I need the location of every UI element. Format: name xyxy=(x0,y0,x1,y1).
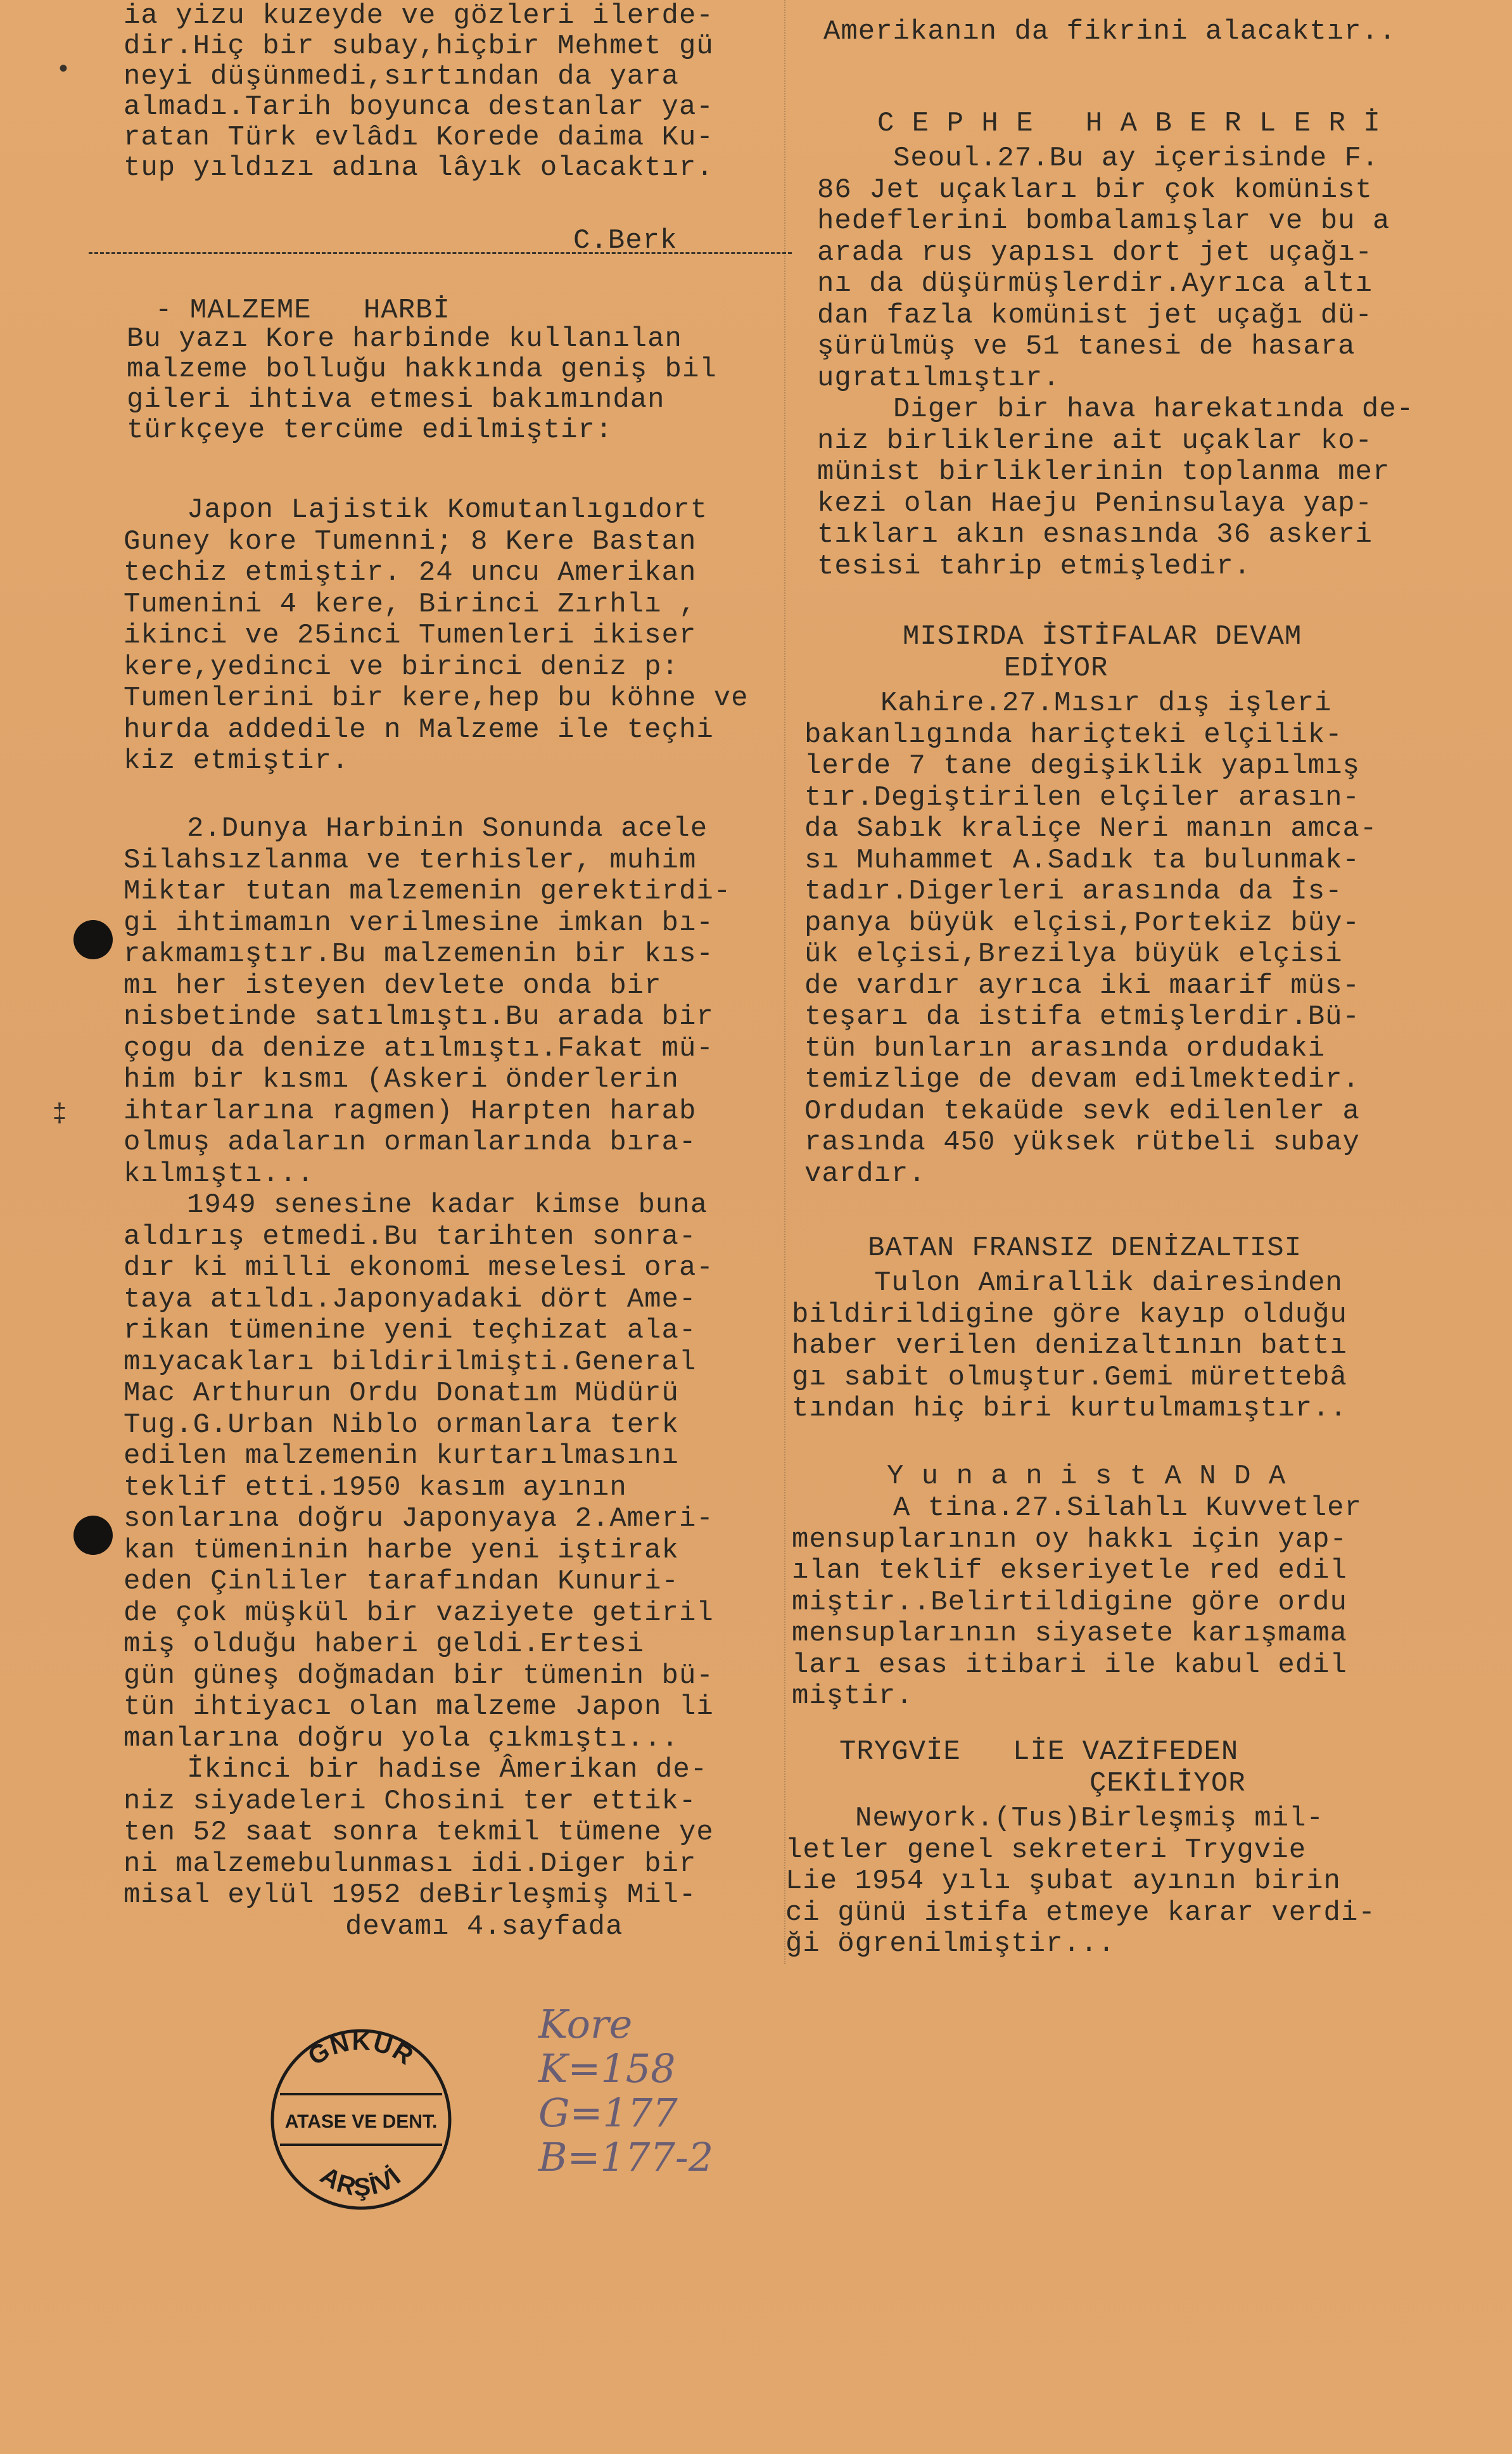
text-line: de vardır ayrıca iki maarif müs- xyxy=(804,969,1360,1002)
text-line: ugratılmıştır. xyxy=(817,362,1060,394)
text-line: tadır.Digerleri arasında da İs- xyxy=(804,876,1343,907)
text-line: kezi olan Haeju Peninsulaya yap- xyxy=(817,487,1373,520)
text-line: kan tümeninin harbe yeni iştirak xyxy=(124,1534,679,1566)
text-line: 1949 senesine kadar kimse buna xyxy=(187,1189,708,1221)
text-line: ları esas itibari ile kabul edil xyxy=(792,1649,1347,1681)
text-line: dir.Hiç bir subay,hiçbir Mehmet gü xyxy=(124,30,714,62)
text-line: dan fazla komünist jet uçağı dü- xyxy=(817,299,1373,331)
text-line: manlarına doğru yola çıkmıştı... xyxy=(124,1722,679,1754)
section-title: C E P H E H A B E R L E R İ xyxy=(877,108,1381,139)
text-line: Newyork.(Tus)Birleşmiş mil- xyxy=(855,1803,1324,1834)
text-line: Silahsızlanma ve terhisler, muhim xyxy=(124,844,697,876)
text-line: 2.Dunya Harbinin Sonunda acele xyxy=(187,813,708,845)
section-title: EDİYOR xyxy=(1004,653,1109,684)
handwritten-note-2: K=158 xyxy=(538,2045,676,2092)
text-line: hedeflerini bombalamışlar ve bu a xyxy=(817,205,1390,237)
text-line: tesisi tahrip etmişledir. xyxy=(817,550,1252,582)
text-line: da Sabık kraliçe Neri manın amca- xyxy=(804,813,1378,845)
text-line: tından hiç biri kurtulmamıştır.. xyxy=(792,1393,1347,1424)
text-line: ci günü istifa etmeye karar verdi- xyxy=(785,1896,1376,1929)
text-line: tün bunların arasında ordudaki xyxy=(804,1032,1326,1064)
text-line: nı da düşürmüşlerdir.Ayrıca altı xyxy=(817,268,1373,300)
text-line: malzeme bolluğu hakkında geniş bil xyxy=(127,354,717,385)
text-line: kılmıştı... xyxy=(124,1158,315,1190)
text-line: ten 52 saat sonra tekmil tümene ye xyxy=(124,1817,714,1848)
text-line: Kahire.27.Mısır dış işleri xyxy=(880,687,1332,719)
text-line: niz siyadeleri Chosini ter ettik- xyxy=(124,1785,697,1817)
section-title: TRYGVİE LİE VAZİFEDEN xyxy=(839,1736,1239,1768)
text-line: teşarı da istifa etmişlerdir.Bü- xyxy=(804,1001,1360,1033)
handwritten-note-3: G=177 xyxy=(538,2090,678,2136)
stamp-top-text: GNKUR xyxy=(303,2027,419,2071)
text-line: Ordudan tekaüde sevk edilenler a xyxy=(804,1095,1360,1127)
text-line: almadı.Tarih boyunca destanlar ya- xyxy=(124,91,714,123)
text-line: gı sabit olmuştur.Gemi mürettebâ xyxy=(792,1361,1347,1393)
text-line: miş olduğu haberi geldi.Ertesi xyxy=(124,1628,645,1660)
text-line: Miktar tutan malzemenin gerektirdi- xyxy=(124,876,732,907)
text-line: sonlarına doğru Japonyaya 2.Ameri- xyxy=(124,1503,714,1535)
text-line: ia yizu kuzeyde ve gözleri ilerde- xyxy=(124,0,714,32)
text-line: de çok müşkül bir vaziyete getiril xyxy=(124,1597,714,1629)
text-line: arada rus yapısı dort jet uçağı- xyxy=(817,236,1373,269)
text-line: panya büyük elçisi,Portekiz büy- xyxy=(804,907,1360,939)
text-line: tün ihtiyacı olan malzeme Japon li xyxy=(124,1691,714,1723)
punch-hole xyxy=(73,920,113,959)
margin-mark: ‡ xyxy=(52,1101,68,1129)
text-line: misal eylül 1952 deBirleşmiş Mil- xyxy=(124,1879,697,1911)
text-line: devamı 4.sayfada xyxy=(345,1910,623,1943)
text-line: gün güneş doğmadan bir tümenin bü- xyxy=(124,1659,714,1692)
text-line: gi ihtimamın verilmesine imkan bı- xyxy=(124,907,714,939)
svg-text:ARŞİVİ xyxy=(315,2161,407,2201)
text-line: hurda addedile n Malzeme ile teçhi xyxy=(124,713,714,746)
text-line: Guney kore Tumenni; 8 Kere Bastan xyxy=(124,525,697,558)
text-line: tup yıldızı adına lâyık olacaktır. xyxy=(124,152,714,184)
text-line: A tina.27.Silahlı Kuvvetler xyxy=(893,1492,1362,1524)
text-line: ikinci ve 25inci Tumenleri ikiser xyxy=(124,620,697,651)
text-line: Japon Lajistik Komutanlıgıdort xyxy=(187,494,708,526)
text-line: Tug.G.Urban Niblo ormanlara terk xyxy=(124,1409,679,1441)
text-line: gileri ihtiva etmesi bakımından xyxy=(127,384,665,416)
text-line: letler genel sekreteri Trygvie xyxy=(785,1834,1307,1866)
text-line: münist birliklerinin toplanma mer xyxy=(817,456,1390,488)
text-line: tıkları akın esnasında 36 askeri xyxy=(817,519,1373,551)
text-line: Tumenlerini bir kere,hep bu köhne ve xyxy=(124,682,749,714)
text-line: Tumenini 4 kere, Birinci Zırhlı , xyxy=(124,588,697,620)
text-line: mensuplarının siyasete karışmama xyxy=(792,1618,1347,1649)
text-line: him bir kısmı (Askeri önderlerin xyxy=(124,1064,679,1096)
text-line: ği ögrenilmiştir... xyxy=(785,1928,1115,1960)
text-line: teklif etti.1950 kasım ayının xyxy=(124,1471,627,1504)
section-title: BATAN FRANSIZ DENİZALTISI xyxy=(868,1232,1302,1264)
text-line: sı Muhammet A.Sadık ta bulunmak- xyxy=(804,844,1360,876)
svg-text:GNKUR xyxy=(303,2028,419,2071)
text-line: ni malzemebulunması idi.Diger bir xyxy=(124,1848,697,1880)
text-line: neyi düşünmedi,sırtından da yara xyxy=(124,61,679,93)
text-line: bildirildigine göre kayıp olduğu xyxy=(792,1298,1347,1331)
text-line: Mac Arthurun Ordu Donatım Müdürü xyxy=(124,1377,679,1409)
handwritten-note-1: Kore xyxy=(538,2001,633,2047)
text-line: techiz etmiştir. 24 uncu Amerikan xyxy=(124,557,697,589)
text-line: şürülmüş ve 51 tanesi de hasara xyxy=(817,331,1356,362)
text-line: ratan Türk evlâdı Korede daima Ku- xyxy=(124,122,714,153)
text-line: taya atıldı.Japonyadaki dört Ame- xyxy=(124,1283,697,1315)
archive-stamp xyxy=(266,2024,456,2214)
section-title: ÇEKİLİYOR xyxy=(1090,1768,1246,1799)
text-line: mıyacakları bildirilmişti.General xyxy=(124,1346,697,1378)
text-line: tır.Degiştirilen elçiler arasın- xyxy=(804,781,1360,814)
text-line: türkçeye tercüme edilmiştir: xyxy=(127,414,613,446)
stamp-bottom-text: ARŞİVİ xyxy=(315,2161,407,2202)
text-line: haber verilen denizaltının battı xyxy=(792,1330,1347,1362)
text-line: kiz etmiştir. xyxy=(124,745,350,777)
margin-mark: • xyxy=(56,56,72,85)
text-line: miştir..Belirtildigine göre ordu xyxy=(792,1586,1347,1618)
text-line: 86 Jet uçakları bir çok komünist xyxy=(817,174,1373,206)
section-title: MISIRDA İSTİFALAR DEVAM xyxy=(903,621,1302,653)
text-line: nisbetinde satılmıştı.Bu arada bir xyxy=(124,1001,714,1033)
text-line: eden Çinliler tarafından Kunuri- xyxy=(124,1566,679,1597)
text-line: dır ki milli ekonomi meselesi ora- xyxy=(124,1252,714,1284)
text-line: rikan tümenine yeni teçhizat ala- xyxy=(124,1315,697,1346)
text-line: temizlige de devam edilmektedir. xyxy=(804,1064,1360,1096)
text-line: rakmamıştır.Bu malzemenin bir kıs- xyxy=(124,938,714,970)
separator-rule xyxy=(89,252,792,254)
stamp-middle-text: ATASE VE DENT. xyxy=(284,2111,438,2132)
text-line: niz birliklerine ait uçaklar ko- xyxy=(817,425,1373,457)
text-line: ılan teklif ekseriyetle red edil xyxy=(792,1555,1347,1587)
author-signature: C.Berk xyxy=(573,225,678,257)
text-line: edilen malzemenin kurtarılmasını xyxy=(124,1440,679,1472)
text-line: ihtarlarına ragmen) Harpten harab xyxy=(124,1095,697,1127)
text-line: aldırış etmedi.Bu tarihten sonra- xyxy=(124,1220,697,1253)
text-line: olmuş adaların ormanlarında bıra- xyxy=(124,1127,697,1158)
column-divider xyxy=(784,0,785,1964)
text-line: lerde 7 tane degişiklik yapılmış xyxy=(804,750,1360,782)
handwritten-note-4: B=177-2 xyxy=(538,2134,714,2180)
text-line: İkinci bir hadise Âmerikan de- xyxy=(187,1754,708,1786)
article-title: - MALZEME HARBİ xyxy=(155,295,450,326)
punch-hole xyxy=(73,1516,113,1555)
text-line: Seoul.27.Bu ay içerisinde F. xyxy=(893,143,1380,174)
text-line: çogu da denize atılmıştı.Fakat mü- xyxy=(124,1032,714,1064)
text-line: bakanlıgında hariçteki elçilik- xyxy=(804,719,1343,751)
text-line: miştir. xyxy=(792,1680,913,1712)
text-line: Amerikanın da fikrini alacaktır.. xyxy=(823,16,1397,48)
text-line: Bu yazı Kore harbinde kullanılan xyxy=(127,323,682,355)
text-line: ük elçisi,Brezilya büyük elçisi xyxy=(804,938,1343,970)
text-line: Diger bir hava harekatında de- xyxy=(893,393,1414,425)
text-line: mı her isteyen devlete onda bir xyxy=(124,969,662,1002)
text-line: mensuplarının oy hakkı için yap- xyxy=(792,1523,1347,1556)
section-title: Y u n a n i s t A N D A xyxy=(887,1460,1286,1492)
text-line: Lie 1954 yılı şubat ayının birin xyxy=(785,1865,1341,1897)
text-line: kere,yedinci ve birinci deniz p: xyxy=(124,651,679,683)
text-line: vardır. xyxy=(804,1158,926,1190)
text-line: Tulon Amirallik dairesinden xyxy=(874,1267,1343,1299)
text-line: rasında 450 yüksek rütbeli subay xyxy=(804,1127,1360,1158)
